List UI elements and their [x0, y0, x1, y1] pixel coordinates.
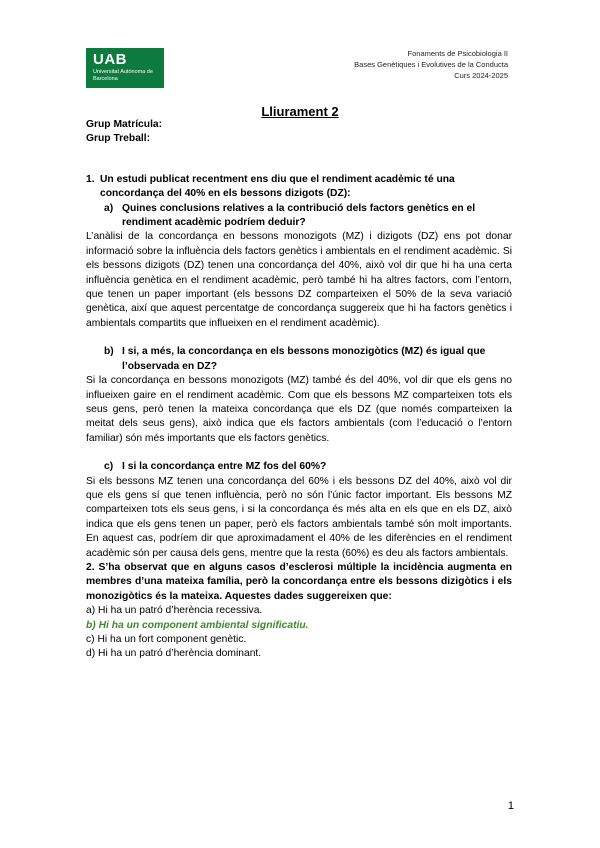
page-number: 1 — [507, 800, 514, 812]
option-b-selected: b) Hi ha un component ambiental significatiu. — [86, 619, 309, 631]
question-1b — [86, 345, 512, 374]
question-1-text: Un estudi publicat recentment ens diu que el rendiment acadèmic té una concordança del 40% en els bessons dizigots (DZ): — [100, 173, 455, 200]
option-a: a) Hi ha un patró d’herència recessiva. — [86, 605, 263, 617]
answer-1b: Si la concordança en bessons monozigots (MZ) també és del 40%, vol dir que els gens no influeixen gaire en el rendiment acadèmic. Com que els bessons MZ comparteixen tots els seus gens, però tenen la mateixa concordança que els DZ (que només comparteixen la meitat dels seus gens), això indica que els factors ambientals (com l’educació o l’entorn familiar) són més importants que els factors genètics. — [86, 375, 512, 444]
subject-name: Bases Genètiques i Evolutives de la Conducta — [354, 60, 508, 69]
question-1a — [86, 202, 512, 231]
question-1b-label: b) — [104, 346, 114, 358]
question-1c — [86, 460, 512, 474]
question-1-number: 1. — [86, 173, 95, 185]
group-work-label: Grup Treball: — [86, 133, 151, 145]
page-title: Lliurament 2 — [261, 104, 339, 119]
logo-text: UAB — [93, 51, 127, 68]
document-header — [354, 48, 508, 81]
course-name: Fonaments de Psicobiologia II — [407, 49, 508, 58]
question-1 — [86, 173, 512, 202]
question-1b-text: I si, a més, la concordança en els bessons monozigòtics (MZ) és igual que l’observada en DZ? — [122, 346, 486, 372]
question-1a-label: a) — [104, 202, 114, 214]
question-1c-label: c) — [104, 461, 114, 473]
uab-logo — [86, 48, 164, 88]
group-enrollment-label: Grup Matrícula: — [86, 119, 163, 130]
question-2-text: 2. S’ha observat que en alguns casos d’esclerosi múltiple la incidència augmenta en membres d’una mateixa família, però la concordança entre els bessons dizigòtics i els monozigòtics és la mateixa. Aquestes dades suggereixen que: — [86, 561, 512, 602]
option-d: d) Hi ha un patró d’herència dominant. — [86, 648, 262, 660]
question-1a-text: Quines conclusions relatives a la contribució dels factors genètics en el rendiment acadèmic podríem deduir? — [122, 202, 476, 229]
question-1c-text: I si la concordança entre MZ fos del 60%? — [122, 461, 327, 473]
document-body — [86, 118, 512, 662]
course-year: Curs 2024-2025 — [454, 71, 508, 80]
option-c: c) Hi ha un fort component genètic. — [86, 634, 247, 645]
answer-1c: Si els bessons MZ tenen una concordança del 60% i els bessons DZ del 40%, això vol dir que els gens sí que tenen influència, però no són l’únic factor important. Els bessons MZ comparteixen tots els seus gens, i si la concordança és més alta en els que en els DZ, això indica que els gens tenen un paper, però els factors ambientals també són molt importants. En aquest cas, podríem dir que aproximadament el 40% de les diferències en el rendiment acadèmic són per causa dels gens, mentre que la resta (60%) es deu als factors ambientals. — [86, 475, 512, 559]
logo-subtext: Universitat Autònoma de Barcelona — [93, 69, 153, 82]
answer-1a: L’anàlisi de la concordança en bessons monozigots (MZ) i dizigots (DZ) ens pot donar informació sobre la influència dels factors genètics i ambientals en el rendiment acadèmic. Si els bessons dizigots (DZ) tenen una concordança del 40%, això vol dir que hi ha una certa influència genètica en el rendiment acadèmic, però també hi ha altres factors, com l’entorn, que tenen un paper important (els bessons DZ comparteixen el 50% de la seva variació genètica, així que aquest percentatge de concordança suggereix que hi ha factors genètics i ambientals compartits que influeixen en el rendiment acadèmic). — [86, 231, 512, 329]
